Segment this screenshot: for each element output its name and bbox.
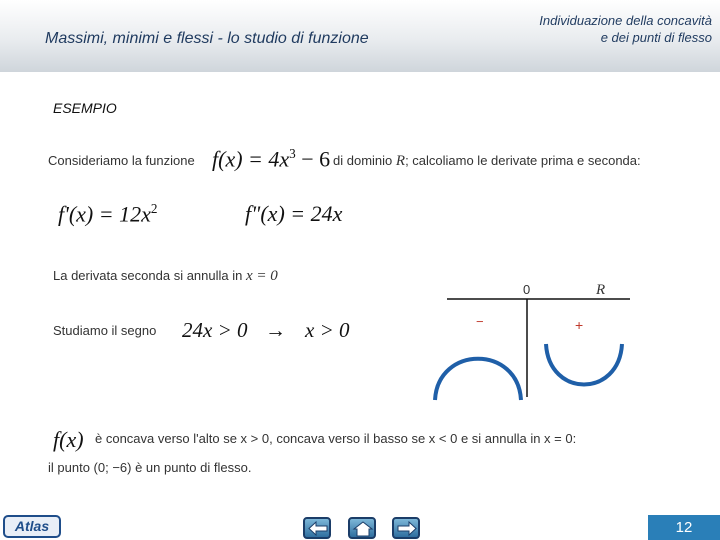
concave-up-curve [546,344,622,385]
first-derivative-exponent: 2 [150,201,158,216]
sign-chart-domain-label: R [596,282,606,298]
function-formula [212,146,330,172]
sign-text: Studiamo il segno [53,323,157,338]
concave-down-curve [435,359,521,400]
sign-inequality-formula: 24x > 0 [182,318,248,342]
derivatives-text: ; calcoliamo le derivate prima e seconda: [405,153,641,168]
domain-line [333,153,641,170]
chapter-title: Massimi, minimi e flessi - lo studio di funzione [45,30,369,47]
sign-chart-minus-label: − [476,314,484,329]
first-derivative-lhs: f'(x) = 12x [58,201,151,227]
conclusion-text: è concava verso l'alto se x > 0, concava verso il basso se x < 0 e si annulla in x = 0: [95,431,577,446]
conclusion-function [53,427,84,453]
sign-inequality [182,318,248,343]
atlas-logo: Atlas [3,515,61,538]
page-number: 12 [648,515,720,540]
sign-chart-zero-label: 0 [523,282,531,297]
home-button[interactable] [348,517,376,539]
slide-title-line1: Individuazione della concavità [539,13,712,28]
sign-chart [400,270,640,410]
arrow-left-icon [307,520,329,537]
first-derivative [58,201,157,227]
slide-title-line2: e dei punti di flesso [600,30,712,45]
sign-chart-plus-label: + [575,317,584,333]
domain-text: di dominio [333,153,393,168]
home-icon [352,520,374,537]
section-title: ESEMPIO [53,100,117,116]
domain-symbol: R [395,153,406,169]
zero-math: x = 0 [245,268,278,284]
header-bar [0,0,720,72]
conclusion-line2: il punto (0; −6) è un punto di flesso. [48,460,252,475]
sign-result [305,318,350,343]
previous-button[interactable] [303,517,331,539]
slide-title [452,12,712,46]
intro-text: Consideriamo la funzione [48,153,195,168]
conclusion-function-label: f(x) [53,427,84,452]
arrow-right-icon [396,520,418,537]
zero-line [53,268,278,285]
sign-result-formula: x > 0 [305,318,350,342]
function-lhs: f(x) = 4x [212,146,290,172]
second-derivative-formula: f"(x) = 24x [245,201,343,226]
function-rhs: − 6 [295,146,331,172]
next-button[interactable] [392,517,420,539]
implies-arrow: → [265,318,286,342]
function-exponent: 3 [289,146,296,161]
zero-text: La derivata seconda si annulla in [53,268,243,283]
second-derivative [245,201,342,227]
